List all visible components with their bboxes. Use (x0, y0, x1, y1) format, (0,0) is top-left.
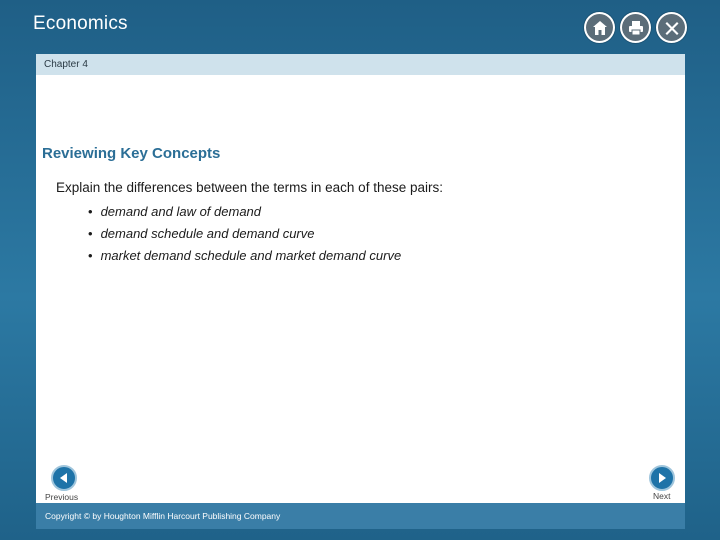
close-button[interactable] (656, 12, 687, 43)
bullet-text: market demand schedule and market demand curve (100, 248, 402, 263)
list-item: • demand schedule and demand curve (88, 226, 315, 241)
previous-button[interactable] (51, 465, 77, 491)
slide-intro: Explain the differences between the terms in each of these pairs: (56, 180, 443, 195)
close-icon (664, 20, 680, 36)
arrow-left-icon (58, 472, 70, 484)
list-item: • market demand schedule and market demand curve (88, 248, 402, 263)
print-button[interactable] (620, 12, 651, 43)
arrow-right-icon (656, 472, 668, 484)
copyright-footer: Copyright © by Houghton Mifflin Harcourt Publishing Company (36, 503, 685, 529)
print-icon (628, 20, 644, 36)
bullet-text: demand and law of demand (100, 204, 262, 219)
slide-heading: Reviewing Key Concepts (42, 145, 221, 162)
home-button[interactable] (584, 12, 615, 43)
app-title: Economics (33, 13, 128, 34)
home-icon (592, 20, 608, 36)
previous-label[interactable]: Previous (45, 492, 79, 502)
bullet-text: demand schedule and demand curve (100, 226, 315, 241)
next-button[interactable] (649, 465, 675, 491)
bullet-list (88, 201, 401, 267)
chapter-label: Chapter 4 (36, 54, 685, 75)
next-label[interactable]: Next (653, 491, 671, 501)
list-item: • demand and law of demand (88, 204, 262, 219)
slide-content (36, 75, 685, 503)
